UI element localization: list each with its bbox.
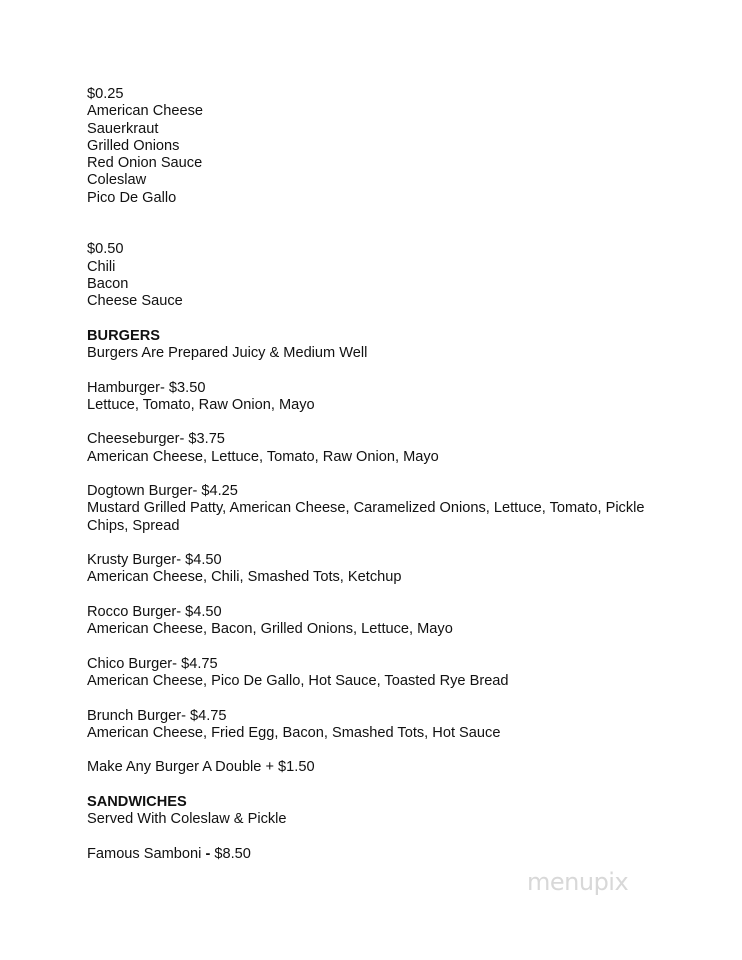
topping-item: Grilled Onions: [87, 137, 180, 154]
burger-name: Hamburger- $3.50: [87, 379, 206, 396]
sandwiches-subtitle: Served With Coleslaw & Pickle: [87, 811, 287, 828]
burger-desc: Lettuce, Tomato, Raw Onion, Mayo: [87, 396, 315, 413]
burger-desc: American Cheese, Fried Egg, Bacon, Smashed Tots, Hot Sauce: [87, 724, 501, 741]
topping-item: Chili: [87, 258, 116, 275]
topping-item: Red Onion Sauce: [87, 155, 203, 172]
topping-item: American Cheese: [87, 103, 203, 120]
topping-item: Cheese Sauce: [87, 293, 183, 310]
burger-desc: American Cheese, Chili, Smashed Tots, Ketchup: [87, 569, 402, 586]
menupix-watermark: menupix: [527, 868, 629, 896]
burgers-heading: BURGERS: [87, 327, 160, 344]
topping-item: Bacon: [87, 275, 129, 292]
burger-desc: American Cheese, Lettuce, Tomato, Raw Onion, Mayo: [87, 448, 439, 465]
burger-desc: Mustard Grilled Patty, American Cheese, Caramelized Onions, Lettuce, Tomato, Pickle: [87, 500, 645, 517]
menu-document: [87, 86, 687, 863]
double-note: Make Any Burger A Double + $1.50: [87, 759, 315, 776]
sandwich-name: Famous Samboni: [87, 845, 206, 862]
burger-name: Brunch Burger- $4.75: [87, 707, 227, 724]
burger-name: Krusty Burger- $4.50: [87, 552, 222, 569]
burger-name: Dogtown Burger- $4.25: [87, 483, 238, 500]
burger-name: Chico Burger- $4.75: [87, 655, 218, 672]
sandwich-price: $8.50: [210, 845, 251, 862]
burger-desc: American Cheese, Bacon, Grilled Onions, Lettuce, Mayo: [87, 621, 453, 638]
topping-item: Pico De Gallo: [87, 189, 177, 206]
burger-name: Cheeseburger- $3.75: [87, 431, 225, 448]
sandwich-separator: -: [205, 845, 211, 862]
sandwich-item: [87, 846, 687, 863]
topping-price-050: $0.50: [87, 241, 124, 258]
topping-item: Sauerkraut: [87, 120, 159, 137]
topping-price-025: $0.25: [87, 86, 124, 102]
burger-name: Rocco Burger- $4.50: [87, 603, 222, 620]
sandwiches-heading: SANDWICHES: [87, 793, 187, 810]
topping-item: Coleslaw: [87, 172, 147, 189]
burger-desc: American Cheese, Pico De Gallo, Hot Sauce, Toasted Rye Bread: [87, 673, 509, 690]
burger-desc-cont: Chips, Spread: [87, 517, 180, 534]
burgers-subtitle: Burgers Are Prepared Juicy & Medium Well: [87, 344, 368, 361]
